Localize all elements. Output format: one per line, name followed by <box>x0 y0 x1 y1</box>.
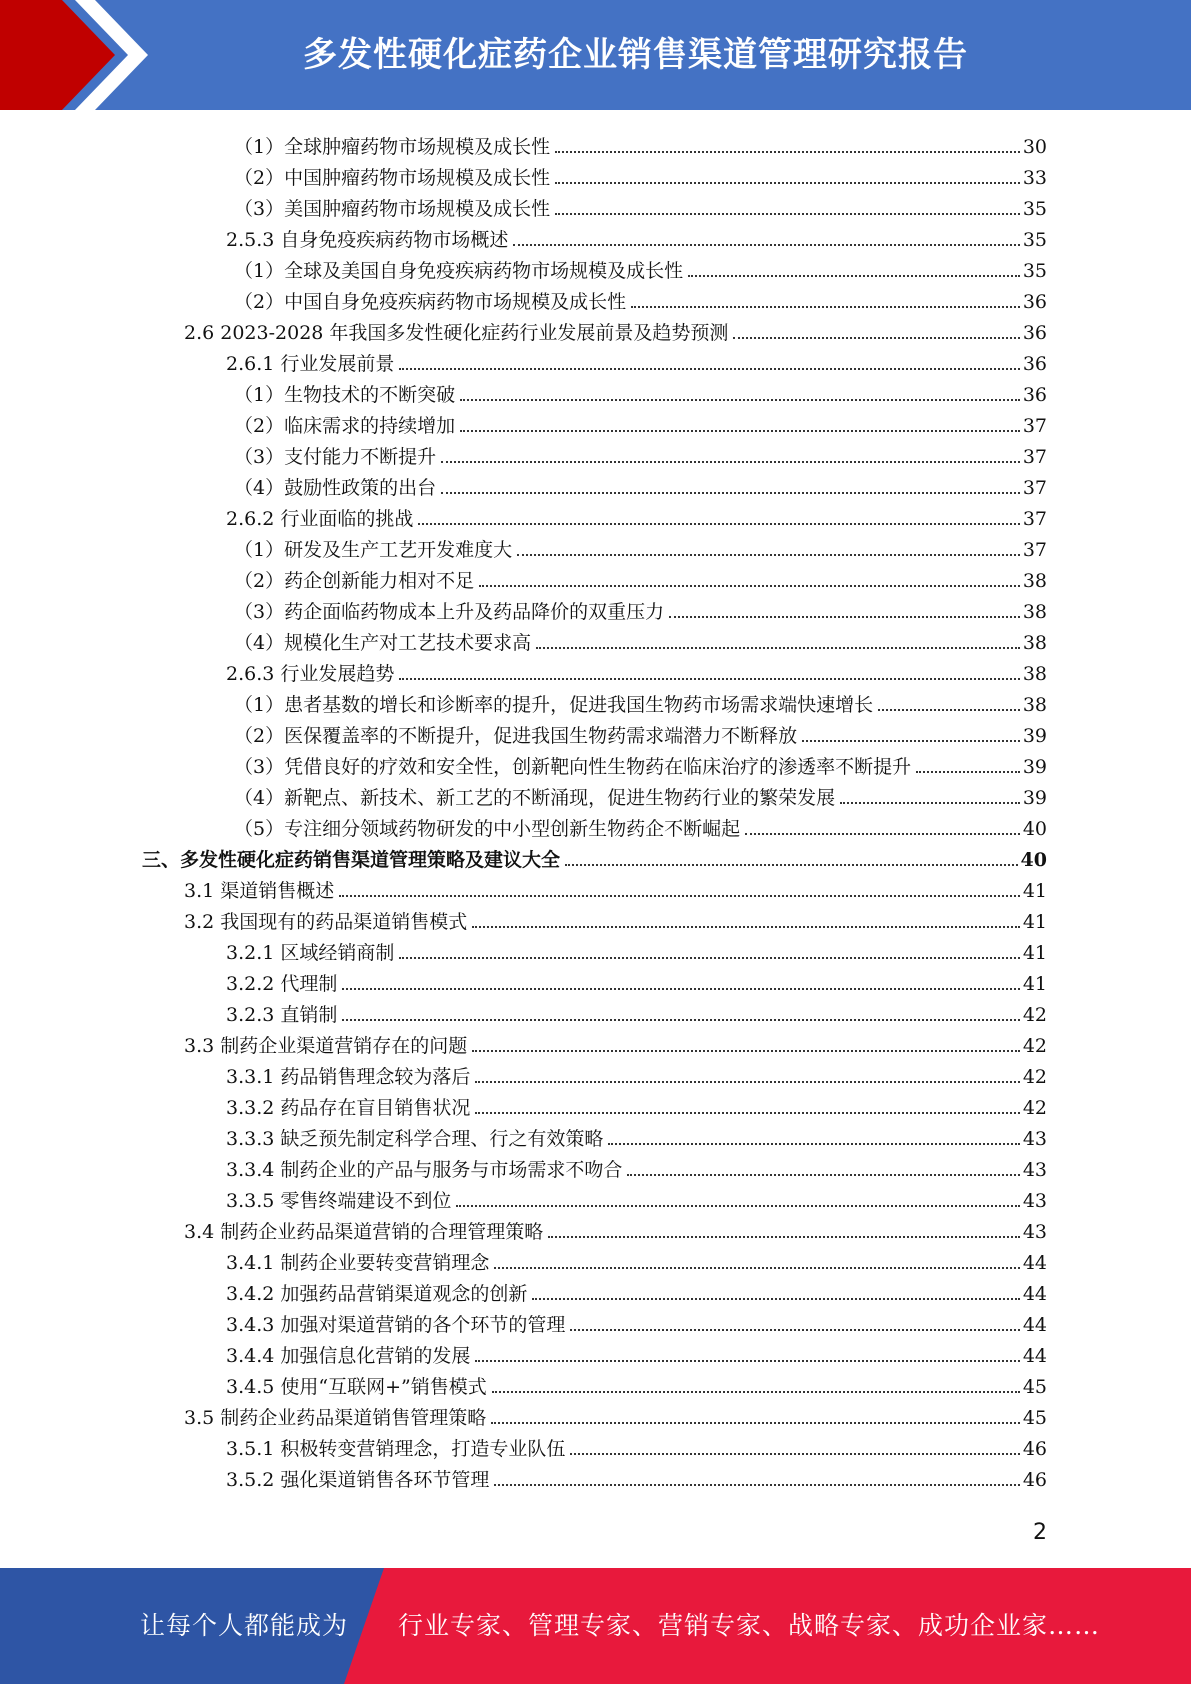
toc-dot-leader <box>548 1236 1020 1238</box>
toc-entry[interactable] <box>234 127 1047 158</box>
toc-entry-label: 3.4.2 加强药品营销渠道观念的创新 <box>226 1283 528 1305</box>
toc-entry-page: 40 <box>1020 849 1047 871</box>
toc-entry-label: （1）全球及美国自身免疫疾病药物市场规模及成长性 <box>234 260 684 282</box>
toc-entry[interactable] <box>234 437 1047 468</box>
toc-entry-page: 42 <box>1022 1097 1047 1119</box>
toc-dot-leader <box>669 616 1020 618</box>
toc-entry[interactable] <box>226 1088 1047 1119</box>
toc-dot-leader <box>339 895 1020 897</box>
toc-entry[interactable] <box>226 964 1047 995</box>
toc-entry-label: 3.4 制药企业药品渠道营销的合理管理策略 <box>184 1221 544 1243</box>
toc-dot-leader <box>399 957 1019 959</box>
toc-entry-label: （1）研发及生产工艺开发难度大 <box>234 539 513 561</box>
toc-dot-leader <box>494 1484 1019 1486</box>
toc-dot-leader <box>570 1453 1019 1455</box>
toc-dot-leader <box>536 647 1020 649</box>
toc-entry[interactable] <box>234 561 1047 592</box>
toc-entry-label: 3.2 我国现有的药品渠道销售模式 <box>184 911 468 933</box>
toc-dot-leader <box>460 399 1020 401</box>
toc-entry-page: 46 <box>1022 1469 1047 1491</box>
toc-entry-label: 3.5.1 积极转变营销理念，打造专业队伍 <box>226 1438 566 1460</box>
toc-entry-label: （3）药企面临药物成本上升及药品降价的双重压力 <box>234 601 665 623</box>
toc-entry-page: 38 <box>1022 632 1047 654</box>
toc-dot-leader <box>441 461 1020 463</box>
toc-entry[interactable] <box>226 1181 1047 1212</box>
toc-entry[interactable] <box>226 654 1047 685</box>
toc-entry-label: （3）美国肿瘤药物市场规模及成长性 <box>234 198 551 220</box>
toc-entry-label: 3.5 制药企业药品渠道销售管理策略 <box>184 1407 487 1429</box>
toc-entry-label: 2.6.3 行业发展趋势 <box>226 663 395 685</box>
toc-entry-page: 39 <box>1022 756 1047 778</box>
toc-entry-label: 3.4.5 使用“互联网+”销售模式 <box>226 1376 487 1398</box>
toc-entry-label: （4）新靶点、新技术、新工艺的不断涌现，促进生物药行业的繁荣发展 <box>234 787 836 809</box>
toc-entry-label: （1）患者基数的增长和诊断率的提升，促进我国生物药市场需求端快速增长 <box>234 694 874 716</box>
toc-entry-label: （2）中国自身免疫疾病药物市场规模及成长性 <box>234 291 627 313</box>
toc-entry-page: 40 <box>1022 818 1047 840</box>
toc-dot-leader <box>492 1391 1020 1393</box>
toc-entry[interactable] <box>226 1429 1047 1460</box>
toc-dot-leader <box>475 1360 1019 1362</box>
toc-entry-label: （1）全球肿瘤药物市场规模及成长性 <box>234 136 551 158</box>
toc-entry-page: 42 <box>1022 1035 1047 1057</box>
toc-entry[interactable] <box>234 747 1047 778</box>
toc-entry-page: 43 <box>1022 1128 1047 1150</box>
toc-dot-leader <box>456 1205 1019 1207</box>
toc-entry-label: （5）专注细分领域药物研发的中小型创新生物药企不断崛起 <box>234 818 741 840</box>
toc-entry-label: 三、多发性硬化症药销售渠道管理策略及建议大全 <box>142 849 561 871</box>
toc-dot-leader <box>878 709 1020 711</box>
toc-entry-page: 41 <box>1022 973 1047 995</box>
toc-entry-label: 3.2.3 直销制 <box>226 1004 338 1026</box>
page-header <box>0 0 1191 110</box>
toc-entry[interactable] <box>226 1057 1047 1088</box>
toc-entry[interactable] <box>226 995 1047 1026</box>
toc-entry[interactable] <box>226 1150 1047 1181</box>
toc-entry-label: 3.3.5 零售终端建设不到位 <box>226 1190 452 1212</box>
toc-entry-label: 3.3 制药企业渠道营销存在的问题 <box>184 1035 468 1057</box>
toc-entry[interactable] <box>226 933 1047 964</box>
toc-entry[interactable] <box>184 902 1047 933</box>
toc-entry-page: 45 <box>1022 1407 1047 1429</box>
toc-entry-label: 3.1 渠道销售概述 <box>184 880 335 902</box>
toc-entry[interactable] <box>234 778 1047 809</box>
toc-entry-page: 38 <box>1022 601 1047 623</box>
toc-entry-page: 37 <box>1022 415 1047 437</box>
toc-entry-page: 43 <box>1022 1190 1047 1212</box>
toc-dot-leader <box>479 585 1020 587</box>
toc-entry[interactable] <box>184 313 1047 344</box>
toc-dot-leader <box>472 926 1020 928</box>
toc-entry-label: （4）规模化生产对工艺技术要求高 <box>234 632 532 654</box>
toc-dot-leader <box>555 182 1020 184</box>
toc-dot-leader <box>555 151 1020 153</box>
toc-entry-label: 3.2.2 代理制 <box>226 973 338 995</box>
toc-entry-label: 2.6 2023-2028 年我国多发性硬化症药行业发展前景及趋势预测 <box>184 322 729 344</box>
toc-entry-label: 3.3.4 制药企业的产品与服务与市场需求不吻合 <box>226 1159 623 1181</box>
toc-dot-leader <box>441 492 1020 494</box>
toc-entry-label: 3.4.1 制药企业要转变营销理念 <box>226 1252 490 1274</box>
toc-entry[interactable] <box>234 530 1047 561</box>
toc-dot-leader <box>494 1267 1019 1269</box>
toc-entry-page: 38 <box>1022 694 1047 716</box>
toc-dot-leader <box>916 771 1020 773</box>
toc-entry-page: 42 <box>1022 1004 1047 1026</box>
toc-entry-page: 41 <box>1022 880 1047 902</box>
toc-dot-leader <box>688 275 1020 277</box>
toc-entry[interactable] <box>226 1119 1047 1150</box>
toc-entry-page: 36 <box>1022 353 1047 375</box>
toc-dot-leader <box>733 337 1019 339</box>
toc-entry[interactable] <box>234 406 1047 437</box>
toc-entry-label: （1）生物技术的不断突破 <box>234 384 456 406</box>
toc-dot-leader <box>631 306 1020 308</box>
toc-entry[interactable] <box>234 716 1047 747</box>
toc-entry[interactable] <box>234 468 1047 499</box>
red-chevron-decoration <box>0 0 160 110</box>
toc-entry-page: 44 <box>1022 1345 1047 1367</box>
toc-dot-leader <box>513 244 1019 246</box>
toc-entry-label: （2）中国肿瘤药物市场规模及成长性 <box>234 167 551 189</box>
toc-entry-label: 2.6.2 行业面临的挑战 <box>226 508 414 530</box>
toc-entry-label: （3）支付能力不断提升 <box>234 446 437 468</box>
page-footer <box>0 1568 1191 1684</box>
toc-entry[interactable] <box>184 1398 1047 1429</box>
toc-entry-page: 36 <box>1022 322 1047 344</box>
toc-dot-leader <box>802 740 1020 742</box>
toc-entry[interactable] <box>184 1026 1047 1057</box>
toc-entry[interactable] <box>226 499 1047 530</box>
toc-entry[interactable] <box>226 220 1047 251</box>
toc-entry[interactable] <box>234 809 1047 840</box>
toc-dot-leader <box>840 802 1020 804</box>
toc-entry-page: 37 <box>1022 508 1047 530</box>
report-title: 多发性硬化症药企业销售渠道管理研究报告 <box>303 35 968 75</box>
toc-dot-leader <box>532 1298 1019 1300</box>
toc-entry[interactable] <box>226 344 1047 375</box>
toc-entry[interactable] <box>234 375 1047 406</box>
toc-entry-label: 3.2.1 区域经销商制 <box>226 942 395 964</box>
toc-dot-leader <box>418 523 1019 525</box>
toc-entry-page: 35 <box>1022 229 1047 251</box>
toc-entry-page: 37 <box>1022 539 1047 561</box>
toc-entry-label: 3.5.2 强化渠道销售各环节管理 <box>226 1469 490 1491</box>
toc-entry[interactable] <box>226 1243 1047 1274</box>
toc-entry-page: 35 <box>1022 198 1047 220</box>
toc-entry-page: 36 <box>1022 291 1047 313</box>
toc-entry-label: （2）药企创新能力相对不足 <box>234 570 475 592</box>
toc-entry[interactable] <box>234 189 1047 220</box>
footer-slogan-left: 让每个人都能成为 <box>140 1611 349 1640</box>
toc-entry-page: 35 <box>1022 260 1047 282</box>
toc-entry-label: （3）凭借良好的疗效和安全性，创新靶向性生物药在临床治疗的渗透率不断提升 <box>234 756 912 778</box>
toc-entry-page: 38 <box>1022 663 1047 685</box>
toc-entry[interactable] <box>184 871 1047 902</box>
toc-entry-page: 42 <box>1022 1066 1047 1088</box>
toc-dot-leader <box>342 1019 1019 1021</box>
toc-dot-leader <box>570 1329 1019 1331</box>
toc-entry-label: 3.3.2 药品存在盲目销售状况 <box>226 1097 471 1119</box>
toc-dot-leader <box>517 554 1020 556</box>
toc-chapter-entry[interactable] <box>142 840 1047 871</box>
toc-entry-label: 2.5.3 自身免疫疾病药物市场概述 <box>226 229 509 251</box>
toc-dot-leader <box>491 1422 1020 1424</box>
toc-entry-page: 44 <box>1022 1314 1047 1336</box>
toc-entry-page: 41 <box>1022 942 1047 964</box>
toc-entry-page: 39 <box>1022 787 1047 809</box>
toc-entry[interactable] <box>234 282 1047 313</box>
toc-entry-label: 3.3.3 缺乏预先制定科学合理、行之有效策略 <box>226 1128 604 1150</box>
toc-entry-page: 43 <box>1022 1221 1047 1243</box>
toc-entry-page: 45 <box>1022 1376 1047 1398</box>
toc-entry-page: 41 <box>1022 911 1047 933</box>
toc-entry-label: 2.6.1 行业发展前景 <box>226 353 395 375</box>
toc-entry-page: 37 <box>1022 446 1047 468</box>
toc-entry-label: 3.4.3 加强对渠道营销的各个环节的管理 <box>226 1314 566 1336</box>
toc-entry[interactable] <box>234 685 1047 716</box>
toc-entry-label: 3.3.1 药品销售理念较为落后 <box>226 1066 471 1088</box>
toc-entry-page: 30 <box>1022 136 1047 158</box>
toc-dot-leader <box>460 430 1020 432</box>
toc-entry-page: 38 <box>1022 570 1047 592</box>
toc-dot-leader <box>555 213 1020 215</box>
toc-dot-leader <box>627 1174 1019 1176</box>
toc-entry[interactable] <box>226 1367 1047 1398</box>
toc-entry[interactable] <box>226 1336 1047 1367</box>
toc-entry-label: （2）临床需求的持续增加 <box>234 415 456 437</box>
toc-entry-page: 33 <box>1022 167 1047 189</box>
toc-entry-page: 43 <box>1022 1159 1047 1181</box>
toc-entry-label: 3.4.4 加强信息化营销的发展 <box>226 1345 471 1367</box>
toc-entry-label: （4）鼓励性政策的出台 <box>234 477 437 499</box>
toc-dot-leader <box>475 1081 1019 1083</box>
toc-entry[interactable] <box>226 1274 1047 1305</box>
footer-slogan-right: 行业专家、管理专家、营销专家、战略专家、成功企业家…… <box>398 1611 1101 1640</box>
toc-dot-leader <box>342 988 1019 990</box>
toc-entry-page: 46 <box>1022 1438 1047 1460</box>
toc-entry[interactable] <box>234 623 1047 654</box>
toc-entry[interactable] <box>234 592 1047 623</box>
toc-entry-page: 44 <box>1022 1283 1047 1305</box>
toc-entry[interactable] <box>234 158 1047 189</box>
toc-entry-page: 39 <box>1022 725 1047 747</box>
toc-dot-leader <box>608 1143 1019 1145</box>
toc-dot-leader <box>745 833 1020 835</box>
page-number: 2 <box>1033 1520 1047 1545</box>
toc-dot-leader <box>565 864 1018 866</box>
toc-entry[interactable] <box>226 1305 1047 1336</box>
toc-dot-leader <box>399 368 1019 370</box>
toc-dot-leader <box>399 678 1019 680</box>
toc-entry[interactable] <box>226 1460 1047 1491</box>
toc-dot-leader <box>475 1112 1019 1114</box>
toc-dot-leader <box>472 1050 1020 1052</box>
toc-entry-page: 36 <box>1022 384 1047 406</box>
toc-entry[interactable] <box>184 1212 1047 1243</box>
toc-entry[interactable] <box>234 251 1047 282</box>
toc-entry-label: （2）医保覆盖率的不断提升，促进我国生物药需求端潜力不断释放 <box>234 725 798 747</box>
toc-entry-page: 37 <box>1022 477 1047 499</box>
toc-entry-page: 44 <box>1022 1252 1047 1274</box>
